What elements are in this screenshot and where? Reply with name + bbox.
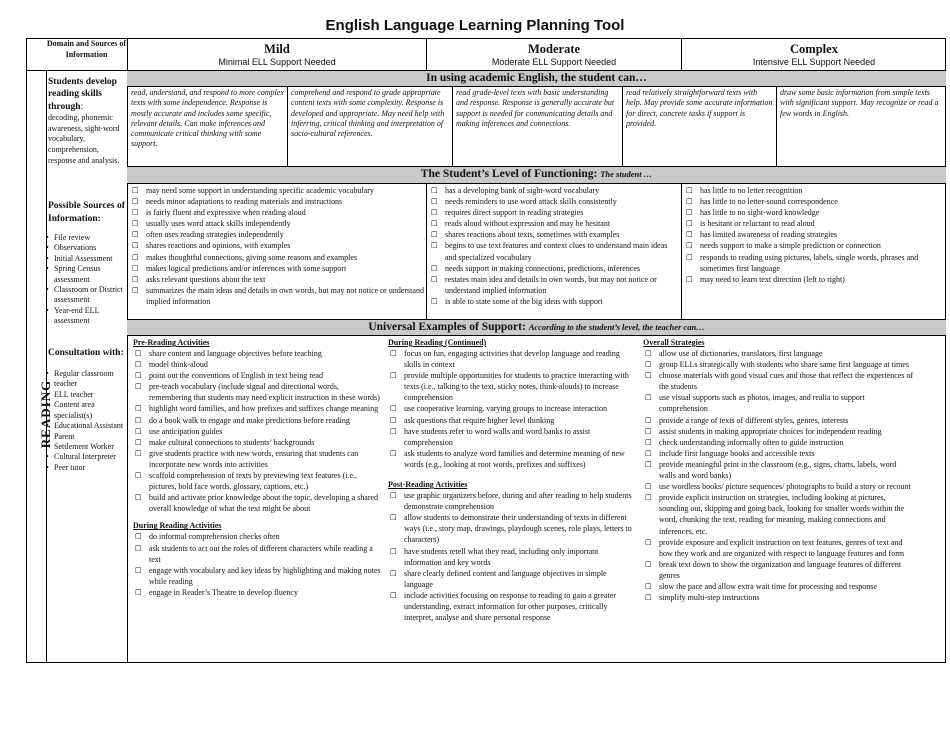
pre-reading-title: Pre-Reading Activities xyxy=(133,338,210,347)
academic-heading: In using academic English, the student can… xyxy=(127,70,946,87)
academic-cell-3: read grade-level texts with basic understanding and response. Response is generally accurate but support is needed for communicating details and making inferences and connections. xyxy=(456,88,615,128)
list-item: ☐ summarizes the main ideas and details in own words, but may not notice or understand implied information xyxy=(130,285,424,307)
support-title: Universal Examples of Support: xyxy=(368,321,526,333)
list-item: ☐ restates main idea and details in own words, but may not notice or understand implied information xyxy=(429,274,679,296)
level-subtitle: Intensive ELL Support Needed xyxy=(752,57,876,67)
academic-cell-4: read relatively straightforward texts with help. May provide some accurate information for direct, concrete tasks if support is provided. xyxy=(626,88,773,128)
functioning-mild-list xyxy=(130,185,424,307)
list-item: • File review xyxy=(46,233,126,243)
consult-heading: Consultation with: xyxy=(48,347,124,358)
support-column-2 xyxy=(388,337,636,623)
list-item: ☐ needs reminders to use word attack skills consistently xyxy=(429,196,679,207)
list-item: ☐ use wordless books/ picture sequences/ photographs to build a story or recount xyxy=(643,481,915,492)
list-item: ☐ use graphic organizers before, during and after reading to help students demonstrate comprehension xyxy=(388,490,636,512)
during-continued-title: During Reading (Continued) xyxy=(388,338,487,347)
list-item: ☐ has little to no letter recognition xyxy=(684,185,942,196)
list-item: ☐ has little to no sight-word knowledge xyxy=(684,207,942,218)
list-item: ☐ break text down to show the organization and language features of different genres xyxy=(643,559,915,581)
domain-label: READING xyxy=(38,379,53,449)
list-item: ☐ simplify multi-step instructions xyxy=(643,592,915,603)
during-continued-list xyxy=(388,348,636,470)
overall-list xyxy=(643,348,915,603)
functioning-divider-1 xyxy=(426,184,427,319)
list-item: ☐ reads aloud without expression and may be hesitant xyxy=(429,218,679,229)
list-item: • Cultural Interpreter xyxy=(46,452,126,462)
corner-divider xyxy=(26,70,127,71)
academic-divider-3 xyxy=(622,87,623,166)
page-title: English Language Learning Planning Tool xyxy=(325,17,625,34)
list-item: ☐ give students practice with new words, ensuring that students can incorporate new words into activities xyxy=(133,448,381,470)
list-item: ☐ focus on fun, engaging activities that develop language and reading skills in context xyxy=(388,348,636,370)
list-item: ☐ responds to reading using pictures, labels, single words, phrases and sometimes first language xyxy=(684,252,942,274)
list-item: ☐ use anticipation guides xyxy=(133,426,381,437)
list-item: ☐ choose materials with good visual cues and those that reflect the experiences of the students xyxy=(643,370,915,392)
list-item: ☐ may need some support in understanding specific academic vocabulary xyxy=(130,185,424,196)
goal-text: decoding, phonemic awareness, sight-word vocabulary, comprehension, response and analysis. xyxy=(48,113,120,165)
list-item: • Parent xyxy=(46,432,126,442)
list-item: • Peer tutor xyxy=(46,463,126,473)
list-item: ☐ begins to use text features and context clues to understand main ideas and specialized vocabulary xyxy=(429,240,679,262)
support-subtitle: According to the student’s level, the teacher can… xyxy=(528,322,705,332)
list-item: ☐ provide exposure and explicit instruction on text features, genres of text and how they work and are organized with respect to language features and form xyxy=(643,537,915,559)
list-item: • Educational Assistant xyxy=(46,421,126,431)
support-column-3 xyxy=(643,337,915,603)
list-item: ☐ provide explicit instruction on strategies, including looking at pictures, sounding out, skipping and going back, looking for smaller words within the word, chunking the text, reading for meaning, making connections and inferences, etc. xyxy=(643,492,915,536)
list-item: ☐ ask students to act out the roles of different characters while reading a text xyxy=(133,543,381,565)
list-item: ☐ is able to state some of the big ideas with support xyxy=(429,296,679,307)
academic-divider-4 xyxy=(776,87,777,166)
list-item: ☐ make cultural connections to students’ backgrounds xyxy=(133,437,381,448)
list-item: ☐ provide meaningful print in the classroom (e.g., signs, charts, labels, word walls and word banks) xyxy=(643,459,915,481)
list-item: ☐ have students retell what they read, including only important information and key words xyxy=(388,546,636,568)
list-item: ☐ group ELLs strategically with students who share same first language at times xyxy=(643,359,915,370)
list-item: ☐ build and activate prior knowledge about the topic, developing a shared overall knowledge of what the text might be about xyxy=(133,492,381,514)
functioning-subtitle: The student … xyxy=(600,169,653,179)
list-item: ☐ often uses reading strategies independently xyxy=(130,229,424,240)
list-item: ☐ requires direct support in reading strategies xyxy=(429,207,679,218)
list-item: ☐ has little to no letter-sound correspondence xyxy=(684,196,942,207)
list-item: ☐ makes thoughtful connections, giving some reasons and examples xyxy=(130,252,424,263)
list-item: ☐ slow the pace and allow extra wait time for processing and response xyxy=(643,581,915,592)
list-item: ☐ needs minor adaptations to reading materials and instructions xyxy=(130,196,424,207)
list-item: • Spring Census assessment xyxy=(46,264,126,285)
list-item: • Observations xyxy=(46,243,126,253)
level-header-moderate xyxy=(427,42,681,68)
list-item: ☐ point out the conventions of English in text being read xyxy=(133,370,381,381)
sources-list xyxy=(46,233,126,327)
list-item: ☐ is fairly fluent and expressive when reading aloud xyxy=(130,207,424,218)
level-name: Complex xyxy=(790,42,838,56)
list-item: • Regular classroom teacher xyxy=(46,369,126,390)
functioning-divider-2 xyxy=(681,184,682,319)
list-item: ☐ allow students to demonstrate their understanding of texts in different ways (i.e., story map, drawings, playdough scenes, role plays, letters to characters) xyxy=(388,512,636,545)
list-item: ☐ include activities focusing on response to reading to gain a greater understanding, extract information for other purposes, critically interpret, analyse and share personal response xyxy=(388,590,636,623)
during-reading-title: During Reading Activities xyxy=(133,521,222,531)
academic-cell-5: draw some basic information from simple texts with significant support. May recognize or read a few words in English. xyxy=(780,88,939,118)
list-item: ☐ check understanding informally often to guide instruction xyxy=(643,437,915,448)
list-item: ☐ use visual supports such as photos, images, and realia to support comprehension xyxy=(643,392,915,414)
sources-heading: Possible Sources of Information: xyxy=(48,201,125,224)
list-item: ☐ is hesitant or reluctant to read aloud xyxy=(684,218,942,229)
post-reading-list xyxy=(388,490,636,623)
list-item: ☐ ask students to analyze word families and determine meaning of new words (e.g., looking at root words, prefixes and suffixes) xyxy=(388,448,636,470)
list-item: ☐ has limited awareness of reading strategies xyxy=(684,229,942,240)
list-item: ☐ engage in Reader’s Theatre to develop fluency xyxy=(133,587,381,598)
overall-title: Overall Strategies xyxy=(643,338,705,347)
academic-cell-1: read, understand, and respond to more complex texts with some independence. Response is mostly accurate and includes some specific, relevant details. Can make inferences and communicate critical thinking with some support. xyxy=(131,88,284,149)
list-item: ☐ use cooperative learning, varying groups to increase interaction xyxy=(388,403,636,414)
list-item: • ELL teacher xyxy=(46,390,126,400)
list-item: ☐ may need to learn text direction (left to right) xyxy=(684,274,942,285)
functioning-heading xyxy=(127,166,946,184)
level-header-mild xyxy=(128,42,426,68)
support-heading xyxy=(127,319,946,336)
list-item: ☐ provide a range of texts of different styles, genres, interests xyxy=(643,415,915,426)
list-item: • Year-end ELL assessment xyxy=(46,306,126,327)
during-reading-list xyxy=(133,531,381,598)
academic-divider-2 xyxy=(452,87,453,166)
list-item: ☐ highlight word families, and how prefixes and suffixes change meaning xyxy=(133,403,381,414)
corner-label: Domain and Sources of Information xyxy=(46,39,127,59)
list-item: ☐ scaffold comprehension of texts by previewing text features (i.e., pictures, bold face words, glossary, captions, etc.) xyxy=(133,470,381,492)
functioning-moderate-list xyxy=(429,185,679,307)
list-item: • Settlement Worker xyxy=(46,442,126,452)
level-header-complex xyxy=(682,42,946,68)
left-column xyxy=(48,76,126,473)
list-item: ☐ has a developing bank of sight-word vocabulary xyxy=(429,185,679,196)
list-item: ☐ do a book walk to engage and make predictions before reading xyxy=(133,415,381,426)
level-subtitle: Minimal ELL Support Needed xyxy=(218,57,336,67)
left-column-divider xyxy=(127,38,128,663)
list-item: ☐ shares reactions and opinions, with examples xyxy=(130,240,424,251)
level-subtitle: Moderate ELL Support Needed xyxy=(491,57,617,67)
list-item: ☐ model think-aloud xyxy=(133,359,381,370)
list-item: ☐ ask questions that require higher level thinking xyxy=(388,415,636,426)
functioning-title: The Student’s Level of Functioning: xyxy=(420,168,598,180)
list-item: • Content area specialist(s) xyxy=(46,400,126,421)
list-item: ☐ share content and language objectives before teaching xyxy=(133,348,381,359)
list-item: ☐ allow use of dictionaries, translators, first language xyxy=(643,348,915,359)
level-name: Mild xyxy=(264,42,290,56)
list-item: ☐ asks relevant questions about the text xyxy=(130,274,424,285)
list-item: ☐ include first language books and accessible texts xyxy=(643,448,915,459)
academic-divider-1 xyxy=(287,87,288,166)
academic-cell-2: comprehend and respond to grade appropriate content texts with some complexity. Response is developed and appropriate. May need help with inferring, critical thinking and interpretation of socio-cultural references. xyxy=(291,88,445,139)
functioning-complex-list xyxy=(684,185,942,285)
list-item: ☐ engage with vocabulary and key ideas by highlighting and making notes while reading xyxy=(133,565,381,587)
list-item: ☐ share clearly defined content and language objectives in simple language xyxy=(388,568,636,590)
list-item: • Classroom or District assessment xyxy=(46,285,126,306)
list-item: ☐ usually uses word attack skills independently xyxy=(130,218,424,229)
list-item: ☐ pre-teach vocabulary (include signal and directional words, remembering that students may need explicit instruction in these words) xyxy=(133,381,381,403)
list-item: • Initial Assessment xyxy=(46,254,126,264)
list-item: ☐ provide multiple opportunities for students to practice interacting with texts (i.e., talking to the text, sticky notes, think-alouds) to increase comprehension xyxy=(388,370,636,403)
list-item: ☐ makes logical predictions and/or inferences with some support xyxy=(130,263,424,274)
list-item: ☐ needs support in making connections, predictions, inferences xyxy=(429,263,679,274)
list-item: ☐ have students refer to word walls and word banks to assist comprehension xyxy=(388,426,636,448)
list-item: ☐ assist students in making appropriate choices for independent reading xyxy=(643,426,915,437)
list-item: ☐ needs support to make a simple prediction or connection xyxy=(684,240,942,251)
goal-heading: Students develop reading skills through: xyxy=(48,77,117,112)
support-column-1 xyxy=(133,337,381,598)
post-reading-title: Post-Reading Activities xyxy=(388,480,468,490)
level-name: Moderate xyxy=(527,42,581,56)
list-item: ☐ do informal comprehension checks often xyxy=(133,531,381,542)
list-item: ☐ shares reactions about texts, sometimes with examples xyxy=(429,229,679,240)
pre-reading-list xyxy=(133,348,381,514)
consult-list xyxy=(46,369,126,473)
